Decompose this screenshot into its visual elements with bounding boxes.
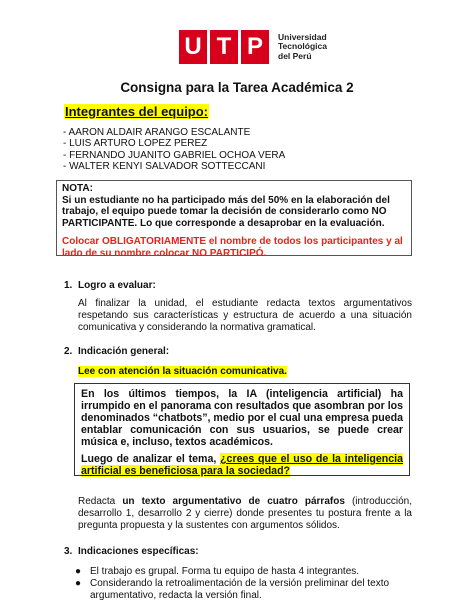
member-item: - FERNANDO JUANITO GABRIEL OCHOA VERA [63,149,286,161]
task-post: (introducción, desarrollo 1, desarrollo 2 y cierre) donde presentes tu postura frente a la pregunta propuesta y la sustentes con argumentos sólidos. [78,496,412,531]
situation-box [74,383,410,476]
question-lead: Luego de analizar el tema, [81,453,221,465]
note-red-instruction: Colocar OBLIGATORIAMENTE el nombre de todos los participantes y al lado de su nombre colocar NO PARTICIPÓ. [62,236,403,259]
section-1-body: Al finalizar la unidad, el estudiante redacta textos argumentativos respetando sus características y estructura de acuerdo a una situación comunicativa y considerando la normativa gramatical. [78,298,412,333]
bullet-text: Considerando la retroalimentación de la versión preliminar del texto argumentativo, redacta la versión final. [90,577,390,601]
note-body: Si un estudiante no ha participado más del 50% en la elaboración del trabajo, el equipo puede tomar la decisión de considerarlo como NO PARTICIPANTE. Lo que corresponde a desaprobar en la evaluación. [62,194,390,229]
section-3-title [64,546,199,557]
section-1-number: 1. [64,280,73,291]
bullet-text: El trabajo es grupal. Forma tu equipo de hasta 4 integrantes. [90,566,360,577]
section-1-title [64,280,156,291]
logo-university-name [278,33,348,62]
section-3-heading: Indicaciones específicas: [78,546,199,557]
bullet-icon: ● [75,577,82,589]
member-list [63,127,285,172]
section-2-number: 2. [64,346,73,357]
member-item: - WALTER KENYI SALVADOR SOTTECCANI [63,160,266,172]
task-paragraph [78,496,412,531]
logo-text-line-3: del Perú [278,50,312,61]
section-2-title [64,346,169,357]
member-item: - LUIS ARTURO LOPEZ PEREZ [63,138,208,150]
section-2-heading: Indicación general: [78,346,170,357]
specific-instructions-list [64,566,414,601]
section-1-heading: Logro a evaluar: [78,280,156,291]
team-heading: Integrantes del equipo: [65,104,209,119]
question-paragraph [81,453,403,477]
note-label: NOTA: [62,183,93,194]
list-item [64,566,414,578]
bullet-icon: ● [75,566,82,577]
question-text: ¿crees que el uso de la inteligencia artificial es beneficiosa para la sociedad? [81,453,403,477]
list-item [64,578,414,602]
task-bold: un texto argumentativo de cuatro párrafos [122,496,345,507]
note-box [56,180,412,259]
task-pre: Redacta [78,496,123,507]
read-instruction: Lee con atención la situación comunicativa. [78,366,287,377]
page-title: Consigna para la Tarea Académica 2 [120,80,354,95]
logo-letter-u: U [179,30,207,64]
situation-text: En los últimos tiempos, la IA (inteligencia artificial) ha irrumpido en el panorama con resultados que asombran por los denominados “chatbots”, medio por el cual una empresa pueda entablar comunicación con sus usuarios, se puede crear música e, incluso, textos académicos. [81,388,403,448]
logo-text-line-1: Universidad [278,31,327,42]
member-item: - AARON ALDAIR ARANGO ESCALANTE [63,127,251,138]
logo-letter-p: P [241,30,269,64]
utp-logo [179,30,348,64]
section-3-number: 3. [64,546,73,557]
logo-text-line-2: Tecnológica [278,41,327,52]
logo-letter-t: T [210,30,238,64]
